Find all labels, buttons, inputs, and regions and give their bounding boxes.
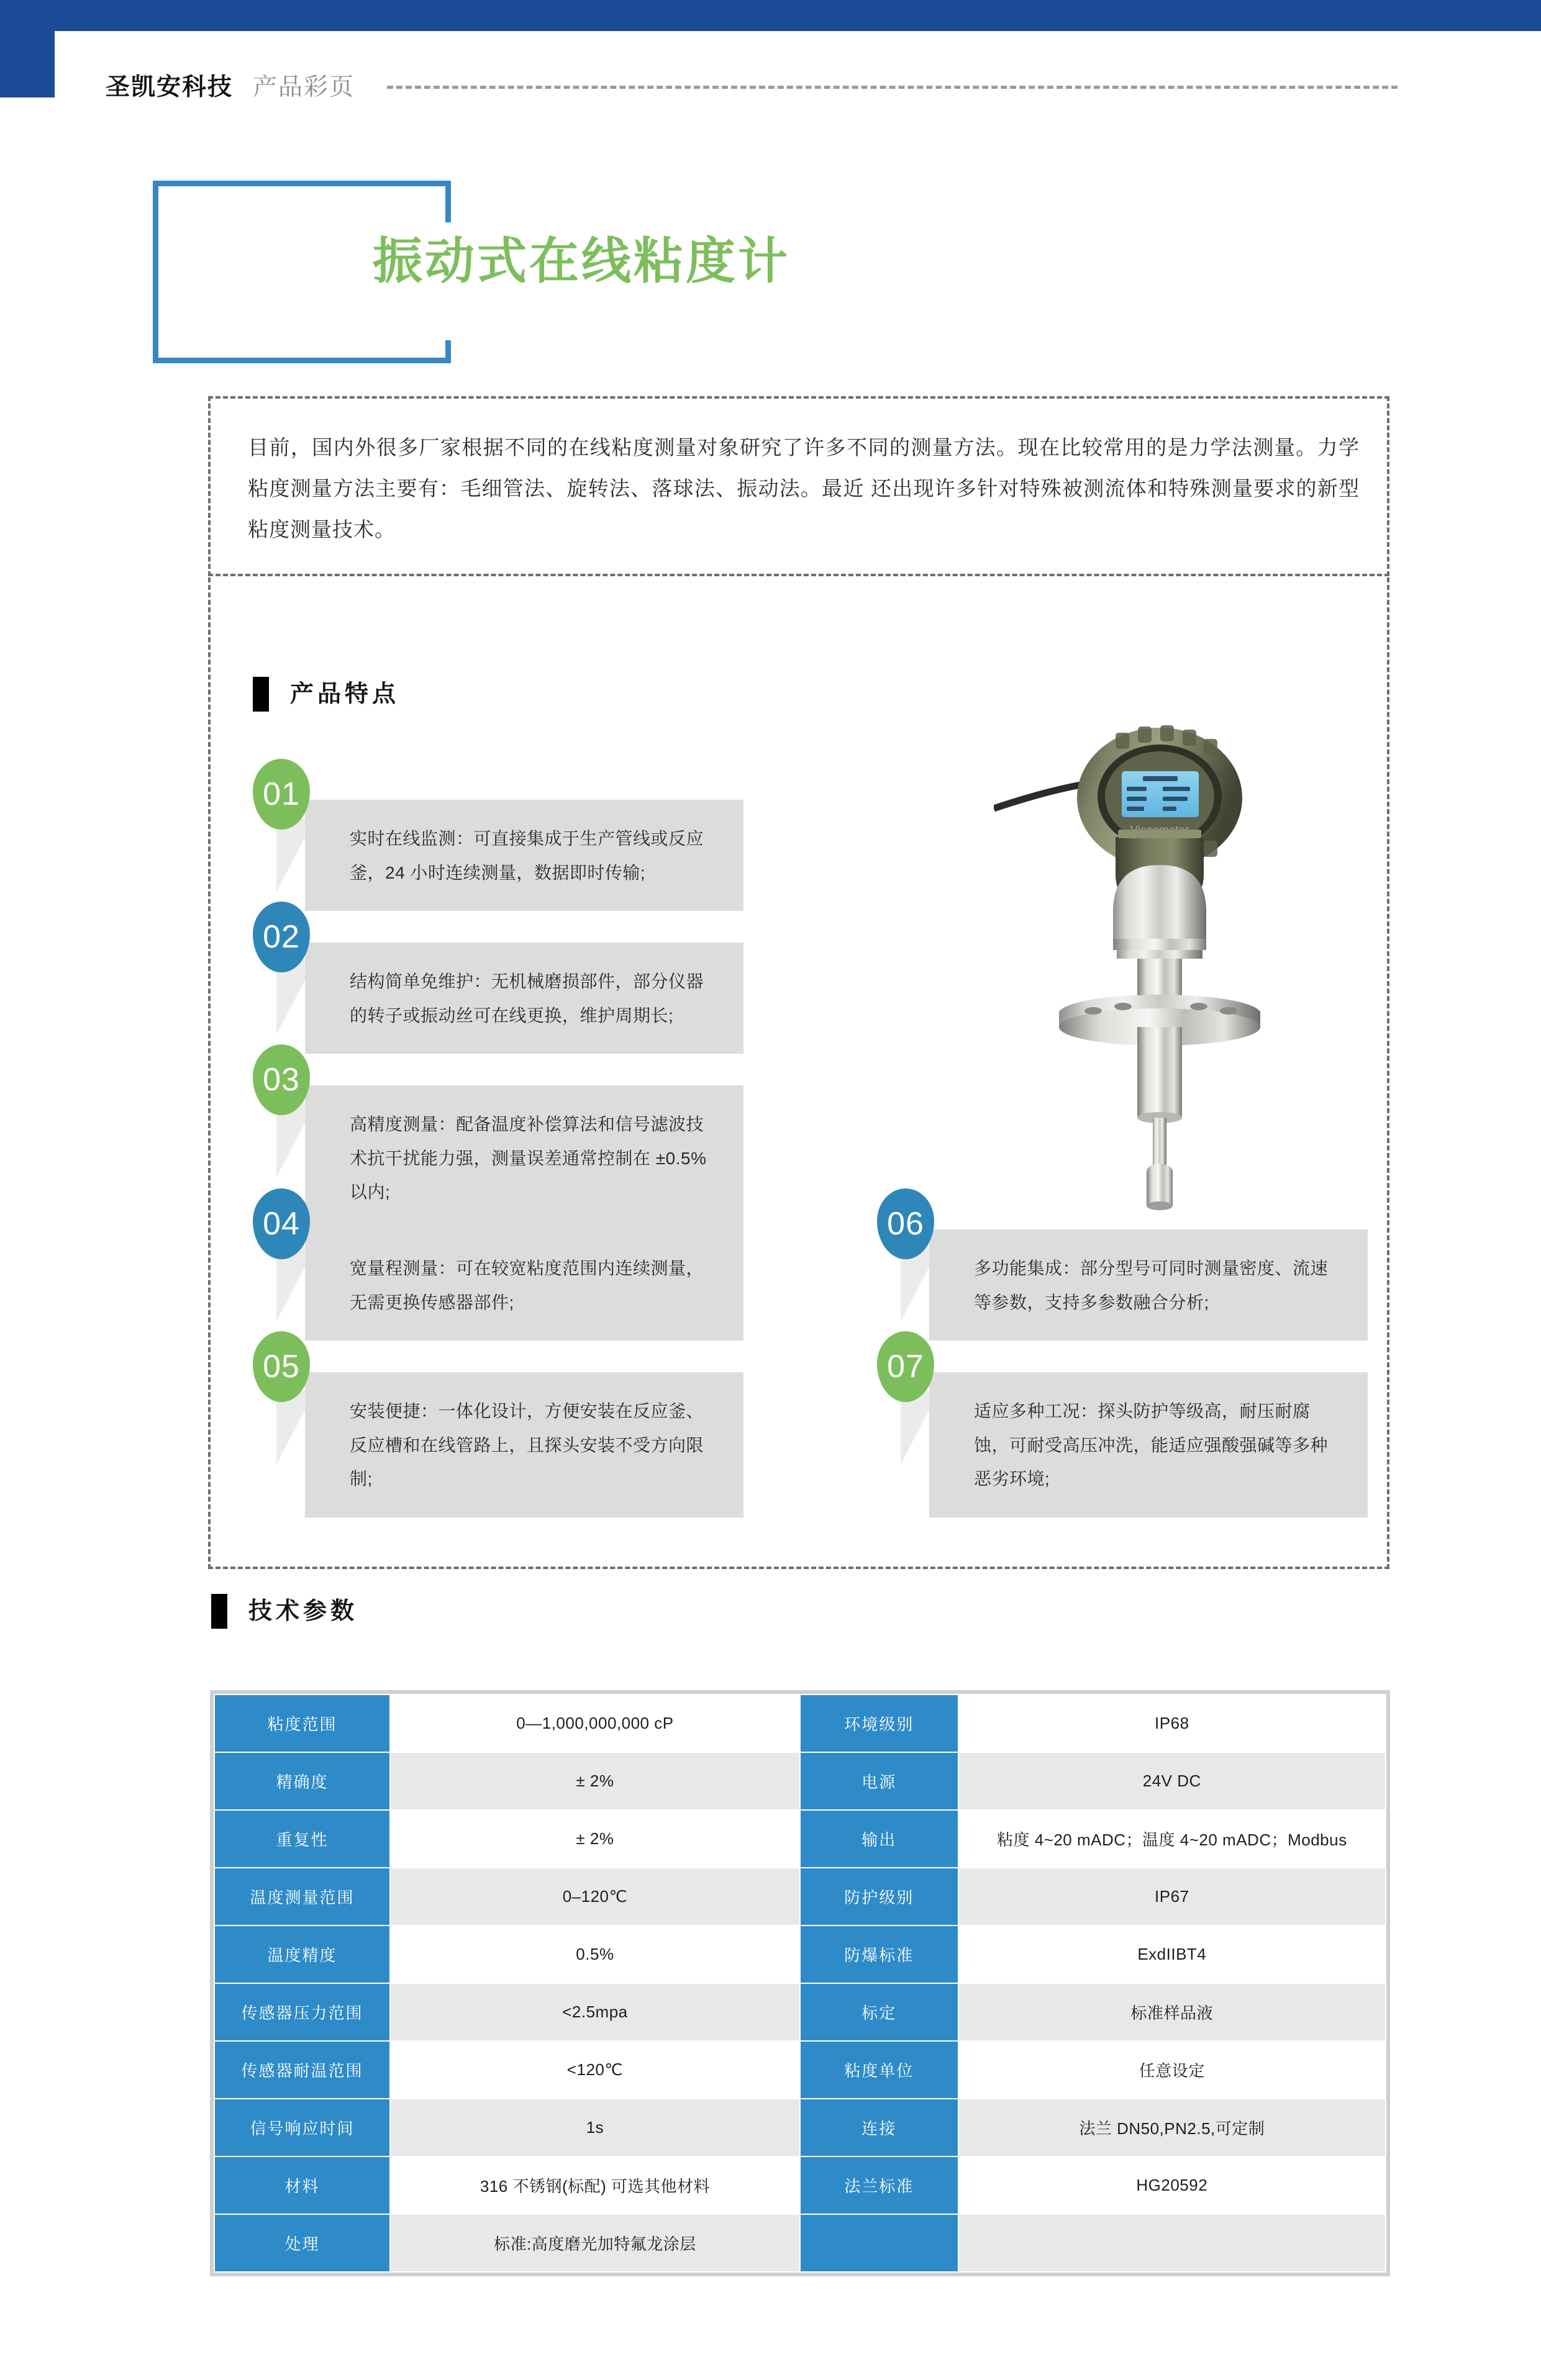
table-row — [214, 1983, 1386, 2041]
spec-label: 粘度单位 — [800, 2041, 958, 2099]
feature-number-badge: 03 — [253, 1044, 310, 1115]
spec-value — [958, 2214, 1386, 2272]
table-row — [214, 2041, 1386, 2099]
spec-value: ExdIIBT4 — [958, 1925, 1386, 1983]
spec-value: 法兰 DN50,PN2.5,可定制 — [958, 2099, 1386, 2156]
feature-text: 高精度测量：配备温度补偿算法和信号滤波技术抗干扰能力强，测量误差通常控制在 ±0.5% 以内; — [350, 1115, 707, 1202]
feature-text: 安装便捷：一体化设计，方便安装在反应釜、反应槽和在线管路上，且探头安装不受方向限制; — [350, 1401, 704, 1489]
feature-text: 结构简单免维护：无机械磨损部件，部分仪器的转子或振动丝可在线更换，维护周期长; — [350, 972, 704, 1025]
spec-value: 标准:高度磨光加特氟龙涂层 — [390, 2214, 800, 2272]
table-row — [214, 1868, 1386, 1925]
top-banner-bar — [0, 0, 1541, 31]
intro-dashed-box — [208, 396, 1389, 576]
lower-stem-housing — [1137, 1027, 1182, 1118]
viscometer-illustration — [994, 714, 1366, 1211]
spec-label: 材料 — [214, 2156, 390, 2214]
spec-heading-label: 技术参数 — [248, 1598, 358, 1624]
feature-panel — [929, 1229, 1368, 1341]
spec-label: 标定 — [800, 1983, 958, 2041]
top-banner-left-block — [0, 31, 55, 97]
spec-label: 重复性 — [214, 1810, 390, 1868]
feature-panel — [305, 1085, 743, 1231]
table-row — [214, 2214, 1386, 2272]
spec-label: 信号响应时间 — [214, 2099, 390, 2156]
feature-number-badge: 01 — [253, 759, 310, 830]
feature-number-badge: 05 — [253, 1331, 310, 1402]
table-row — [214, 1752, 1386, 1810]
table-row — [214, 1695, 1386, 1752]
bracket-gap-bottom — [443, 284, 451, 340]
spec-label: 防护级别 — [800, 1868, 958, 1925]
feature-number-badge: 04 — [253, 1188, 310, 1259]
spec-label: 防爆标准 — [800, 1925, 958, 1983]
spec-label: 传感器压力范围 — [214, 1983, 390, 2041]
spec-label — [800, 2214, 958, 2272]
feature-text: 多功能集成：部分型号可同时测量密度、流速等参数，支持多参数融合分析; — [974, 1259, 1329, 1312]
spec-value: IP67 — [958, 1868, 1386, 1925]
feature-text: 宽量程测量：可在较宽粘度范围内连续测量，无需更换传感器部件; — [350, 1259, 704, 1312]
table-row — [214, 1810, 1386, 1868]
square-bullet-icon — [253, 677, 269, 712]
spec-value: <2.5mpa — [390, 1983, 800, 2041]
intro-paragraph: 目前，国内外很多厂家根据不同的在线粘度测量对象研究了许多不同的测量方法。现在比较常用的是力学法测量。力学粘度测量方法主要有：毛细管法、旋转法、落球法、振动法。最近 还出现许多针对特殊被测流体和特殊测量要求的新型粘度测量技术。 — [248, 436, 1360, 541]
spec-table — [214, 1694, 1386, 2273]
product-photo — [994, 714, 1366, 1211]
feature-text: 实时在线监测：可直接集成于生产管线或反应釜，24 小时连续测量，数据即时传输; — [350, 829, 704, 882]
spec-value: 粘度 4~20 mADC；温度 4~20 mADC；Modbus — [958, 1810, 1386, 1868]
spec-value: 1s — [390, 2099, 800, 2156]
square-bullet-icon — [211, 1594, 227, 1629]
spec-label: 粘度范围 — [214, 1695, 390, 1752]
spec-value: IP68 — [958, 1695, 1386, 1752]
sensor-dome — [1113, 865, 1206, 945]
feature-panel — [305, 943, 743, 1054]
spec-value: 0—1,000,000,000 cP — [390, 1695, 800, 1752]
spec-value: 24V DC — [958, 1752, 1386, 1810]
spec-table-frame — [210, 1690, 1390, 2276]
features-section-heading — [253, 677, 399, 712]
company-name: 圣凯安科技 — [106, 73, 234, 101]
feature-panel — [305, 1229, 743, 1341]
spec-value: <120℃ — [390, 2041, 800, 2099]
spec-label: 精确度 — [214, 1752, 390, 1810]
spec-value: ± 2% — [390, 1752, 800, 1810]
feature-number-badge: 02 — [253, 902, 310, 972]
spec-label: 环境级别 — [800, 1695, 958, 1752]
spec-value: HG20592 — [958, 2156, 1386, 2214]
spec-value: 标准样品液 — [958, 1983, 1386, 2041]
brand-header — [106, 65, 1472, 109]
spec-label: 处理 — [214, 2214, 390, 2272]
spec-label: 输出 — [800, 1810, 958, 1868]
feature-number-badge: 06 — [877, 1188, 934, 1259]
spec-value: ± 2% — [390, 1810, 800, 1868]
spec-label: 法兰标准 — [800, 2156, 958, 2214]
page-title: 振动式在线粘度计 — [373, 233, 790, 289]
feature-panel — [929, 1372, 1368, 1518]
feature-number-badge: 07 — [877, 1331, 934, 1402]
page-subtitle: 产品彩页 — [253, 73, 355, 101]
feature-text: 适应多种工况：探头防护等级高，耐压耐腐蚀，可耐受高压冲洗，能适应强酸强碱等多种恶劣环境; — [974, 1401, 1329, 1489]
feature-panel — [305, 800, 743, 911]
table-row — [214, 1925, 1386, 1983]
table-row — [214, 2099, 1386, 2156]
spec-value: 316 不锈钢(标配) 可选其他材料 — [390, 2156, 800, 2214]
spec-label: 传感器耐温范围 — [214, 2041, 390, 2099]
probe-tip — [1147, 1164, 1173, 1206]
spec-label: 温度精度 — [214, 1925, 390, 1983]
spec-section-heading — [211, 1594, 358, 1629]
spec-label: 电源 — [800, 1752, 958, 1810]
features-heading-label: 产品特点 — [290, 681, 400, 707]
table-row — [214, 2156, 1386, 2214]
spec-label: 连接 — [800, 2099, 958, 2156]
feature-panel — [305, 1372, 743, 1518]
spec-label: 温度测量范围 — [214, 1868, 390, 1925]
header-dashed-rule — [387, 86, 1398, 89]
spec-value: 0.5% — [390, 1925, 800, 1983]
spec-value: 0–120℃ — [390, 1868, 800, 1925]
spec-value: 任意设定 — [958, 2041, 1386, 2099]
